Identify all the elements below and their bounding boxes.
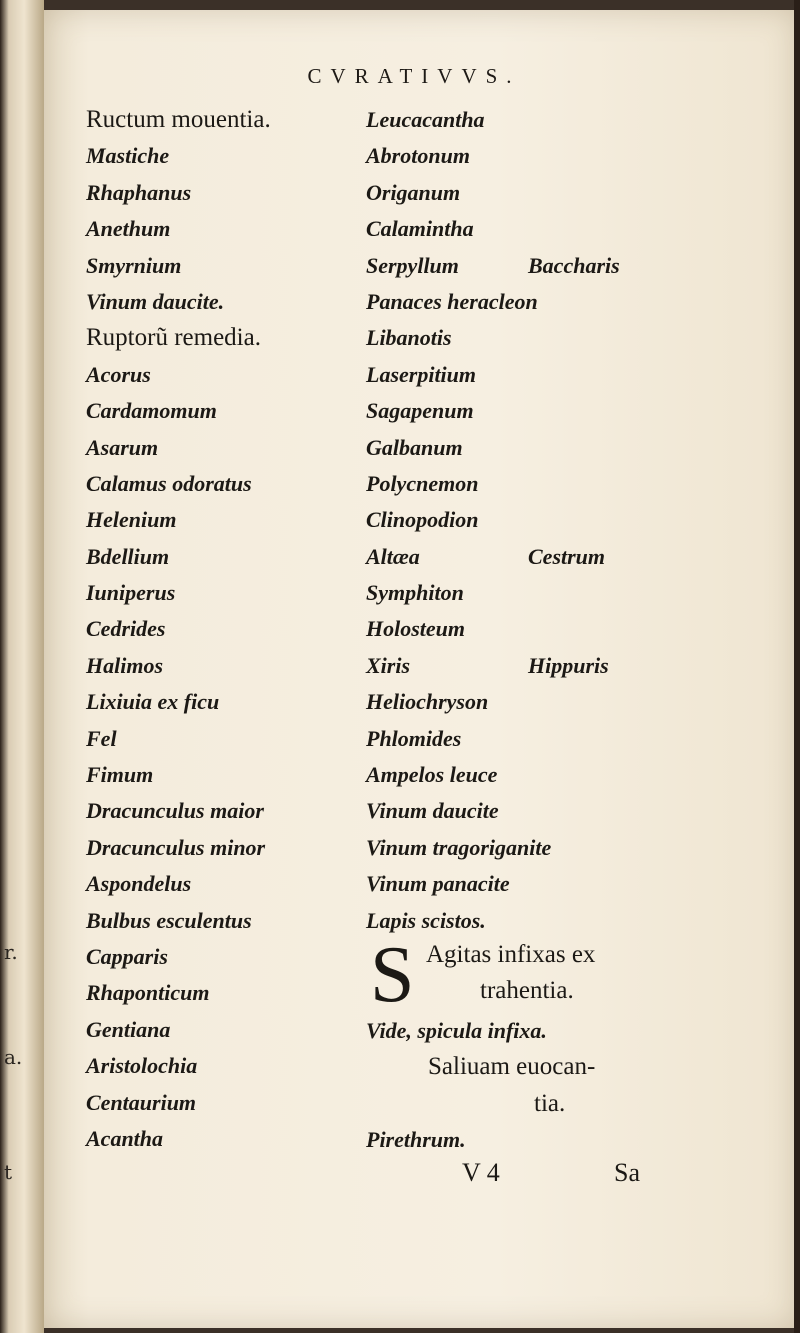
signature-mark: V 4 [462, 1158, 500, 1187]
item-text: Bdellium [86, 543, 170, 569]
remedy-item [86, 284, 376, 320]
remedy-item [86, 357, 376, 393]
remedy-item [366, 793, 696, 829]
section-heading-sagittas [366, 930, 696, 1019]
item-text: Galbanum [366, 434, 463, 460]
item-text: Asarum [86, 434, 159, 460]
catchword: Sa [614, 1158, 640, 1187]
item-text: Ructum mouentia. [86, 106, 271, 133]
remedy-item [366, 357, 696, 393]
item-text: Rhaphanus [86, 179, 192, 205]
remedy-item [86, 430, 376, 466]
item-text: Vinum panacite [366, 871, 510, 897]
remedy-item [86, 1012, 376, 1048]
item-text: Smyrnium [86, 252, 182, 278]
remedy-item [86, 539, 376, 575]
item-text: Ruptorũ remedia. [86, 324, 261, 352]
item-text-secondary: Baccharis [528, 252, 620, 278]
item-text: Leucacantha [366, 107, 485, 132]
item-text: Lixiuia ex ficu [86, 689, 220, 715]
spine-mark: r. [4, 940, 18, 964]
item-text: Helenium [86, 507, 177, 533]
item-text: Xiris [366, 652, 411, 678]
item-text: Sagapenum [366, 398, 474, 424]
remedy-item [366, 684, 696, 720]
remedy-item [86, 793, 376, 829]
item-text: Abrotonum [366, 143, 470, 169]
remedy-item [366, 866, 696, 902]
item-text: Laserpitium [366, 361, 477, 387]
remedy-item [366, 138, 696, 174]
item-text: Aristolochia [86, 1053, 198, 1079]
item-text: Dracunculus maior [86, 798, 264, 824]
item-text: Altæa [366, 543, 420, 569]
remedy-item [366, 611, 696, 647]
remedy-item [366, 648, 696, 684]
item-text: Serpyllum [366, 252, 459, 278]
remedy-item [86, 393, 376, 429]
item-text: Origanum [366, 179, 461, 205]
remedy-item [366, 757, 696, 793]
remedy-item [86, 248, 376, 284]
item-text: Acorus [86, 361, 151, 387]
item-text: Panaces heracleon [366, 288, 538, 314]
left-column [86, 102, 376, 1157]
remedy-item [86, 830, 376, 866]
item-text: Fimum [86, 762, 154, 788]
remedy-item [86, 211, 376, 247]
remedy-item [86, 611, 376, 647]
remedy-item [86, 575, 376, 611]
item-text: Iuniperus [86, 580, 176, 606]
item-text-secondary: Cestrum [528, 543, 606, 569]
cross-reference: Vide, spicula infixa. [366, 1017, 547, 1043]
page-edge-shadow [794, 0, 800, 1333]
remedy-item [86, 502, 376, 538]
item-text: Heliochryson [366, 689, 489, 715]
remedy-item [366, 284, 696, 320]
remedy-item [366, 575, 696, 611]
book-page [44, 10, 796, 1328]
facing-page-edge [0, 0, 44, 1333]
item-text: Phlomides [366, 725, 462, 751]
item-text: Vinum daucite [366, 798, 499, 824]
remedy-item [86, 903, 376, 939]
remedy-item [366, 430, 696, 466]
remedy-item: Pirethrum. [366, 1127, 466, 1153]
item-text: Clinopodion [366, 507, 479, 533]
heading-line: trahentia. [480, 976, 574, 1004]
remedy-item [366, 175, 696, 211]
remedy-item [366, 721, 696, 757]
drop-cap-initial: S [370, 930, 415, 1019]
item-text: Centaurium [86, 1089, 197, 1115]
remedy-item [86, 684, 376, 720]
item-text: Polycnemon [366, 470, 479, 496]
spine-mark: a. [4, 1045, 23, 1069]
item-text: Calamintha [366, 216, 474, 242]
remedy-item [86, 866, 376, 902]
remedy-item [366, 248, 696, 284]
remedy-item [366, 320, 696, 356]
section-heading-saliuam-cont: tia. [534, 1089, 566, 1117]
remedy-item [366, 211, 696, 247]
item-text: Cardamomum [86, 398, 217, 424]
remedy-item [366, 539, 696, 575]
item-text: Ampelos leuce [366, 762, 498, 788]
remedy-item [86, 175, 376, 211]
remedy-item [86, 138, 376, 174]
remedy-item [86, 975, 376, 1011]
section-heading [86, 102, 376, 138]
spine-mark: t [4, 1160, 13, 1184]
item-text: Capparis [86, 943, 168, 969]
remedy-item [366, 903, 696, 939]
running-header: CVRATIVVS. [307, 64, 521, 88]
item-text: Calamus odoratus [86, 470, 252, 496]
item-text: Lapis scistos. [366, 907, 486, 933]
remedy-item [366, 466, 696, 502]
item-text: Halimos [86, 652, 164, 678]
remedy-item [86, 1048, 376, 1084]
item-text: Anethum [86, 216, 171, 242]
remedy-item [86, 648, 376, 684]
item-text: Acantha [86, 1125, 164, 1151]
item-text: Mastiche [86, 143, 170, 169]
item-text: Aspondelus [86, 871, 192, 897]
item-text: Dracunculus minor [86, 834, 266, 860]
remedy-item [86, 1085, 376, 1121]
remedy-item [366, 102, 696, 138]
right-column [366, 102, 696, 1159]
item-text: Holosteum [366, 616, 466, 642]
remedy-item [366, 502, 696, 538]
item-text: Bulbus esculentus [86, 907, 252, 933]
item-text: Vinum tragoriganite [366, 834, 552, 860]
item-text: Rhaponticum [86, 980, 210, 1006]
section-heading-saliuam: Saliuam euocan- [428, 1053, 596, 1081]
section-heading [86, 320, 376, 356]
item-text: Libanotis [366, 325, 452, 351]
remedy-item [366, 830, 696, 866]
item-text: Fel [86, 725, 117, 751]
heading-line: Agitas infixas ex [426, 940, 596, 968]
remedy-item [86, 757, 376, 793]
remedy-item [86, 1121, 376, 1157]
item-text: Gentiana [86, 1016, 171, 1042]
item-text: Cedrides [86, 616, 166, 642]
remedy-item [86, 466, 376, 502]
remedy-item [366, 393, 696, 429]
item-text: Symphiton [366, 580, 464, 606]
remedy-item [86, 721, 376, 757]
remedy-item [86, 939, 376, 975]
item-text: Vinum daucite. [86, 288, 225, 314]
item-text-secondary: Hippuris [528, 652, 609, 678]
